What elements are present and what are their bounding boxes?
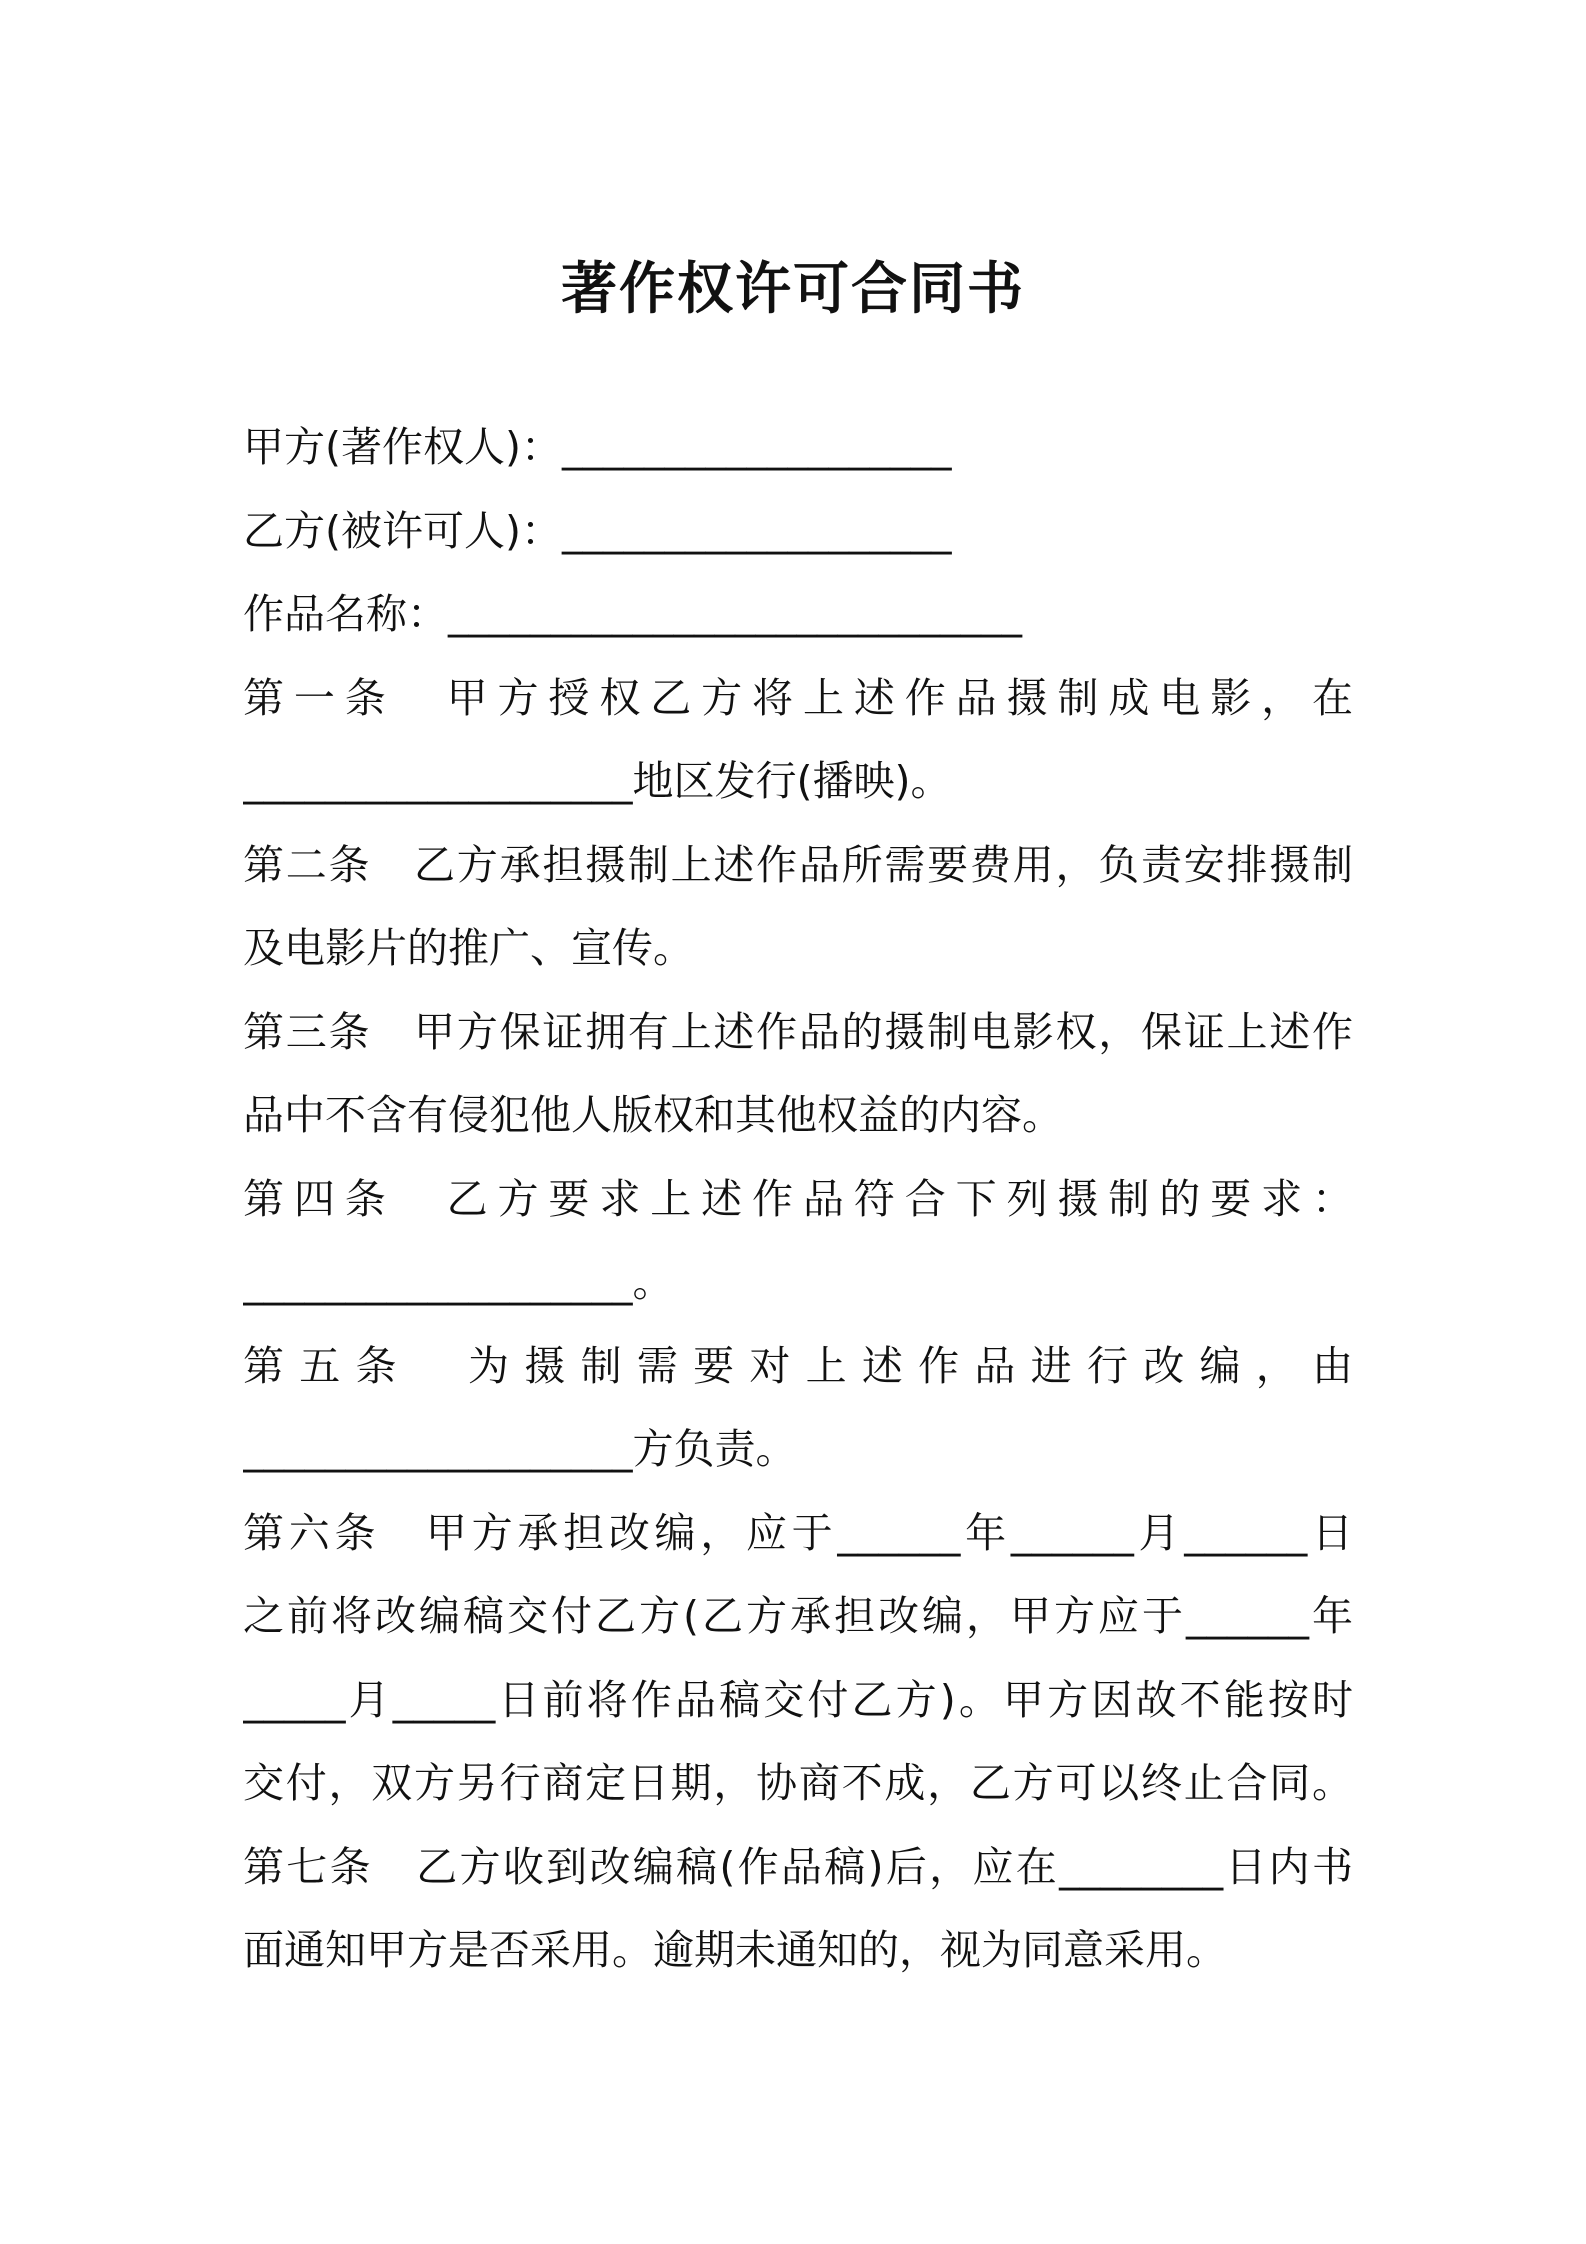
article-2-line-1: 第二条 乙方承担摄制上述作品所需要费用，负责安排摄制 bbox=[243, 840, 1353, 889]
party-b-line: 乙方(被许可人)：___________________ bbox=[243, 506, 952, 555]
article-1-line-1: 第一条 甲方授权乙方将上述作品摄制成电影，在 bbox=[243, 673, 1353, 722]
article-4-line-2: ___________________。 bbox=[243, 1258, 674, 1306]
article-5-line-1: 第五条 为摄制需要对上述作品进行改编，由 bbox=[243, 1341, 1353, 1390]
article-6-line-2: 之前将改编稿交付乙方(乙方承担改编，甲方应于______年 bbox=[243, 1592, 1353, 1640]
contract-body bbox=[243, 406, 1353, 1993]
article-3-line-2: 品中不含有侵犯他人版权和其他权益的内容。 bbox=[243, 1091, 1063, 1139]
article-7-line-2: 面通知甲方是否采用。逾期未通知的，视为同意采用。 bbox=[243, 1926, 1227, 1974]
article-4-line-1: 第四条 乙方要求上述作品符合下列摄制的要求： bbox=[243, 1174, 1353, 1223]
article-2-line-2: 及电影片的推广、宣传。 bbox=[243, 924, 694, 972]
article-6-line-3: _____月_____日前将作品稿交付乙方)。甲方因故不能按时 bbox=[243, 1675, 1353, 1724]
article-7-line-1: 第七条 乙方收到改编稿(作品稿)后，应在________日内书 bbox=[243, 1842, 1353, 1891]
party-a-line: 甲方(著作权人)：___________________ bbox=[243, 423, 952, 471]
article-6-line-1: 第六条 甲方承担改编，应于______年______月______日 bbox=[243, 1508, 1353, 1557]
article-5-line-2: ___________________方负责。 bbox=[243, 1425, 797, 1473]
article-6-line-4: 交付，双方另行商定日期，协商不成，乙方可以终止合同。 bbox=[243, 1759, 1353, 1807]
document-title: 著作权许可合同书 bbox=[561, 257, 1025, 322]
article-3-line-1: 第三条 甲方保证拥有上述作品的摄制电影权，保证上述作 bbox=[243, 1007, 1353, 1056]
work-name-line: 作品名称：____________________________ bbox=[243, 590, 1022, 638]
article-1-line-2: ___________________地区发行(播映)。 bbox=[243, 757, 952, 805]
